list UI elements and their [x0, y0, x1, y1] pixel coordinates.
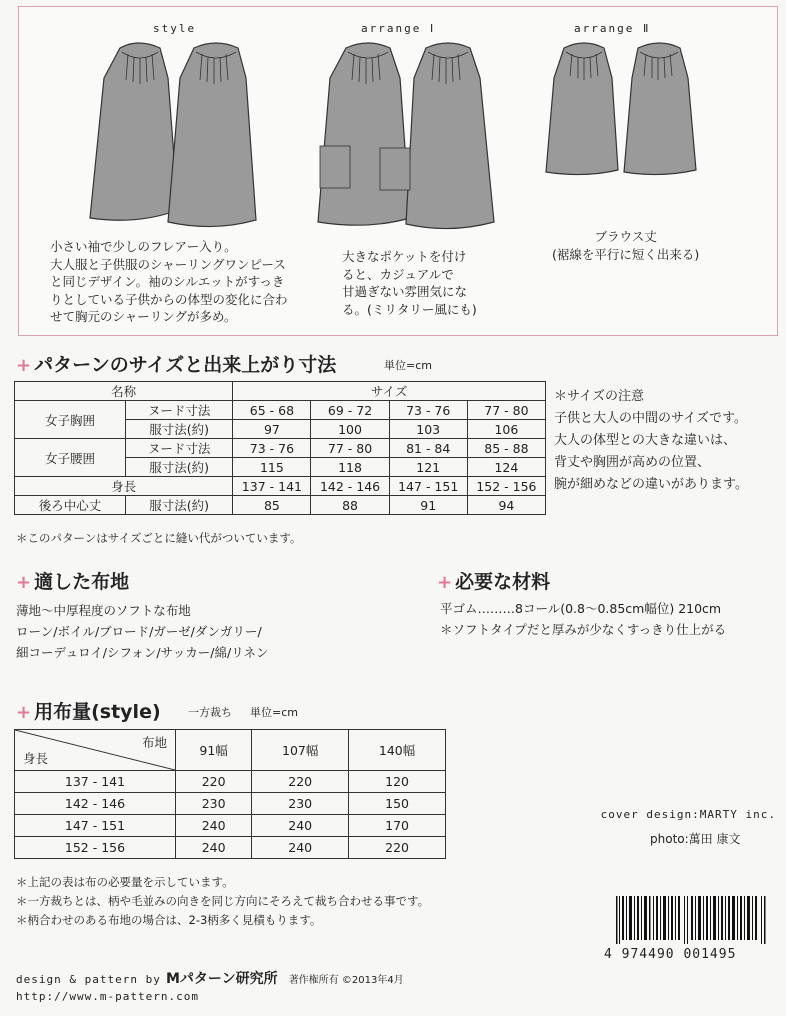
cover-credit: cover design:MARTY inc.	[600, 808, 776, 821]
style-label: style	[153, 22, 197, 35]
cell: 106	[467, 420, 545, 439]
sub-label: ヌード寸法	[126, 439, 233, 458]
cell: 220	[349, 837, 446, 859]
arrange2-description: ブラウス丈 (裾線を平行に短く出来る)	[552, 229, 700, 262]
cell: 81 - 84	[389, 439, 467, 458]
arrange1-front-dress	[318, 43, 410, 225]
cell: 124	[467, 458, 545, 477]
barcode-number: 4 974490 001495	[604, 947, 737, 962]
photo-credit: photo:萬田 康文	[650, 832, 741, 846]
materials-list	[440, 598, 726, 640]
cell: 65 - 68	[233, 401, 311, 420]
arrange2-label: arrange Ⅱ	[574, 22, 651, 35]
row-label: 142 - 146	[15, 793, 176, 815]
arrange1-description: 大きなポケットを付け ると、カジュアルで 甘過ぎない雰囲気にな る。(ミリタリー風にも)	[342, 249, 477, 317]
sub-label: 服寸法(約)	[126, 458, 233, 477]
column-header: 91幅	[176, 730, 252, 771]
cell: 103	[389, 420, 467, 439]
barcode-icon	[612, 896, 772, 944]
row-label-bust: 女子胸囲	[15, 401, 126, 439]
cell: 240	[252, 815, 349, 837]
size-section-title: + パターンのサイズと出来上がり寸法	[16, 354, 337, 376]
size-notes-line: 腕が細めなどの違いがあります。	[554, 477, 748, 492]
plus-icon: +	[437, 572, 453, 593]
size-notes-line: 大人の体型との大きな違いは、	[554, 433, 737, 448]
cell: 240	[252, 837, 349, 859]
cell: 120	[349, 771, 446, 793]
cell: 121	[389, 458, 467, 477]
column-header: 140幅	[349, 730, 446, 771]
cell: 150	[349, 793, 446, 815]
design-prefix: design & pattern by	[16, 973, 161, 986]
size-notes	[554, 386, 748, 496]
row-label-height: 身長	[15, 477, 233, 496]
size-notes-line: 背丈や胸囲が高めの位置、	[554, 455, 711, 470]
cell: 73 - 76	[233, 439, 311, 458]
header-size: サイズ	[233, 382, 546, 401]
cell: 230	[252, 793, 349, 815]
arrange2-back-blouse	[624, 43, 696, 175]
plus-icon: +	[16, 355, 32, 376]
size-unit: 単位=cm	[384, 359, 432, 372]
row-label: 137 - 141	[15, 771, 176, 793]
style-description: 小さい袖で少しのフレアー入り。 大人服と子供服のシャーリングワンピース と同じデザイン。袖のシルエットがすっき りとしている子供からの体型の変化に合わ せて胸元のシャーリングが多め。	[50, 239, 288, 324]
corner-bottom: 身長	[23, 751, 49, 766]
size-notes-line: 子供と大人の中間のサイズです。	[554, 411, 747, 426]
sub-label: 服寸法(約)	[126, 496, 233, 515]
corner-cell	[15, 730, 176, 771]
corner-top: 布地	[141, 735, 167, 750]
column-header: 107幅	[252, 730, 349, 771]
cell: 170	[349, 815, 446, 837]
header-name: 名称	[15, 382, 233, 401]
row-label: 152 - 156	[15, 837, 176, 859]
size-table	[14, 381, 546, 515]
cell: 77 - 80	[311, 439, 389, 458]
arrange1-back-dress	[406, 43, 494, 229]
cell: 85 - 88	[467, 439, 545, 458]
cell: 230	[176, 793, 252, 815]
copyright: 著作権所有 ©2013年4月	[288, 975, 404, 986]
yardage-unit: 単位=cm	[250, 706, 298, 719]
cell: 85	[233, 496, 311, 515]
cell: 94	[467, 496, 545, 515]
style-front-dress	[90, 43, 178, 220]
row-label: 147 - 151	[15, 815, 176, 837]
cell: 118	[311, 458, 389, 477]
cell: 91	[389, 496, 467, 515]
cell: 137 - 141	[233, 477, 311, 496]
sub-label: 服寸法(約)	[126, 420, 233, 439]
cell: 240	[176, 837, 252, 859]
sub-label: ヌード寸法	[126, 401, 233, 420]
cell: 220	[252, 771, 349, 793]
arrange1-label: arrange Ⅰ	[361, 22, 436, 35]
design-credit	[16, 968, 404, 988]
yardage-table	[14, 729, 446, 859]
plus-icon: +	[16, 702, 32, 723]
cell: 97	[233, 420, 311, 439]
website-link[interactable]: http://www.m-pattern.com	[16, 990, 199, 1003]
yardage-note: ＊上記の表は布の必要量を示しています。	[16, 875, 234, 889]
cell: 142 - 146	[311, 477, 389, 496]
yardage-note: ＊一方裁ちとは、柄や毛並みの向きを同じ方向にそろえて裁ち合わせる事です。	[16, 894, 430, 908]
cell: 69 - 72	[311, 401, 389, 420]
materials-line: ＊ソフトタイプだと厚みが少なくすっきり仕上がる	[440, 622, 727, 637]
cell: 100	[311, 420, 389, 439]
row-label-back-length: 後ろ中心丈	[15, 496, 126, 515]
plus-icon: +	[16, 572, 32, 593]
fabric-title: + 適した布地	[16, 571, 130, 593]
row-label-hip: 女子腰囲	[15, 439, 126, 477]
yardage-direction: 一方裁ち	[188, 706, 232, 719]
materials-line: 平ゴム………8コール(0.8〜0.85cm幅位) 210cm	[440, 601, 722, 616]
fabric-line: 薄地〜中厚程度のソフトな布地	[16, 603, 191, 618]
fabric-line: 細コーデュロイ/シフォン/サッカー/綿/リネン	[16, 645, 269, 660]
cell: 88	[311, 496, 389, 515]
garment-illustrations	[18, 30, 776, 240]
cell: 152 - 156	[467, 477, 545, 496]
cell: 73 - 76	[389, 401, 467, 420]
cell: 147 - 151	[389, 477, 467, 496]
cell: 220	[176, 771, 252, 793]
yardage-note: ＊柄合わせのある布地の場合は、2-3柄多く見積もります。	[16, 913, 322, 927]
fabric-line: ローン/ボイル/ブロード/ガーゼ/ダンガリー/	[16, 624, 262, 639]
cell: 77 - 80	[467, 401, 545, 420]
cell: 115	[233, 458, 311, 477]
materials-title: + 必要な材料	[437, 571, 551, 593]
yardage-notes	[16, 873, 429, 930]
yardage-title: + 用布量(style)	[16, 701, 161, 723]
style-back-dress	[168, 43, 256, 227]
size-notes-title: ＊サイズの注意	[554, 389, 644, 404]
cell: 240	[176, 815, 252, 837]
company-name: Mパターン研究所	[165, 971, 278, 987]
seam-allowance-note: ＊このパターンはサイズごとに縫い代がついています。	[16, 531, 302, 545]
arrange2-front-blouse	[546, 43, 618, 175]
fabric-list	[16, 600, 268, 663]
